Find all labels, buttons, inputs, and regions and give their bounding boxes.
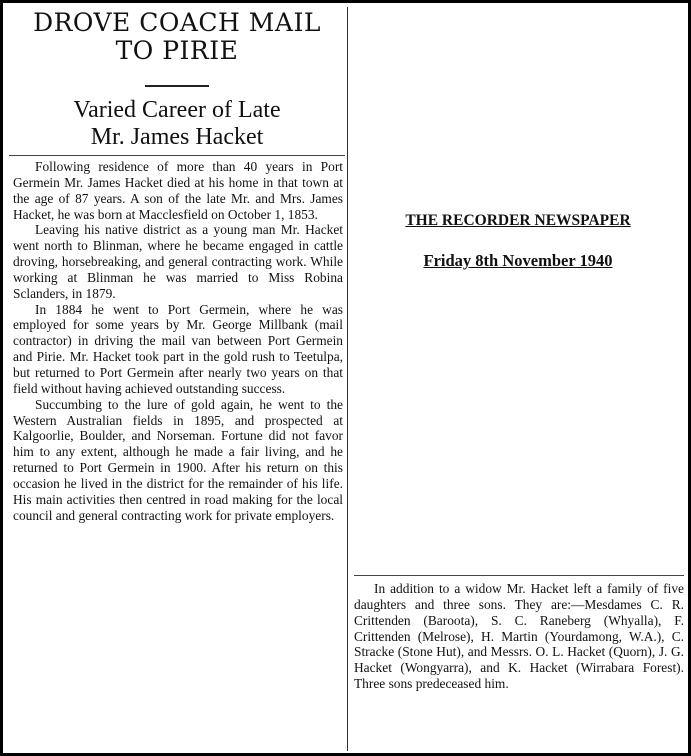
side-column: [348, 7, 688, 751]
subheadline: [7, 97, 347, 151]
subheadline-line-2: Mr. James Hacket: [90, 124, 264, 150]
headline: [7, 9, 347, 65]
subheadline-divider: [9, 155, 345, 156]
headline-line-2: TO PIRIE: [115, 36, 239, 65]
article-continuation: [354, 575, 684, 692]
continuation-paragraph: In addition to a widow Mr. Hacket left a family of five daughters and three sons. They are:—Mesdames C. R. Crittenden (Baroota), S. C. Raneberg (Whyalla), F. Crittenden (Melrose), H. Martin (Yourdamong, W.A.), C. Stracke (Stone Hut), and Messrs. O. L. Hacket (Quorn), J. G. Hacket (Wongyarra), and K. Hacket (Wirrabara Forest). Three sons predeceased him.: [354, 581, 684, 692]
article-paragraph: In 1884 he went to Port Germein, where he was employed for some years by Mr. George Millbank (mail contractor) in driving the mail van between Port Germein and Pirie. Mr. Hacket took part in the gold rush to Teetulpa, but returned to Port Germein after nearly two years on that field without having achieved outstanding success.: [13, 301, 343, 396]
publication-date: Friday 8th November 1940: [423, 251, 613, 270]
article-column: [7, 7, 348, 751]
headline-divider: [145, 85, 209, 87]
article-paragraph: Succumbing to the lure of gold again, he went to the Western Australian fields in 1895, and prospected at Kalgoorlie, Boulder, and Norseman. Fortune did not favor him to any extent, although he made a fair living, and he returned to Port Germein in 1900. After his return on this occasion he lived in the district for the remainder of his life. His main activities then centred in road making for the local council and general contracting work for private employers.: [13, 396, 343, 523]
subheadline-line-1: Varied Career of Late: [73, 97, 281, 123]
publication-name: THE RECORDER NEWSPAPER: [405, 212, 631, 229]
article-paragraph: Following residence of more than 40 years in Port Germein Mr. James Hacket died at his home in that town at the age of 87 years. A son of the late Mr. and Mrs. James Hacket, he was born at Macclesfield on October 1, 1853.: [13, 159, 343, 222]
headline-line-1: DROVE COACH MAIL: [33, 8, 321, 37]
article-paragraph: Leaving his native district as a young man Mr. Hacket went north to Blinman, where he became engaged in cattle droving, horsebreaking, and general contracting work. While working at Blinman he was married to Miss Robina Sclanders, in 1879.: [13, 222, 343, 301]
article-body: [13, 159, 343, 523]
